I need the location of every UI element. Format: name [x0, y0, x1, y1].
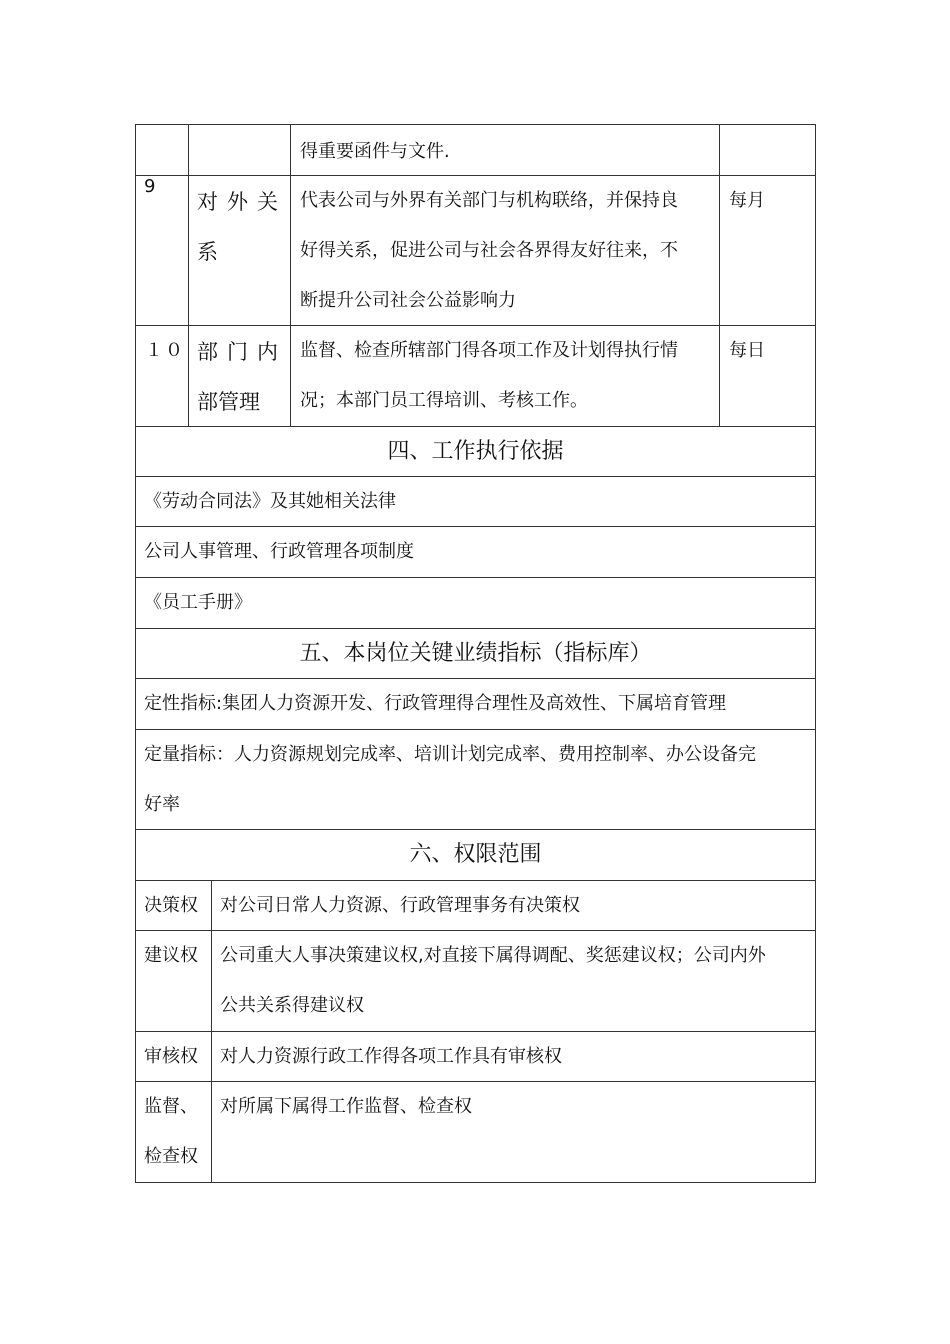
duty-frequency: 每日	[729, 340, 765, 361]
authority-text: 对人力资源行政工作得各项工作具有审核权	[220, 1046, 562, 1067]
duty-content-line3: 断提升公司社会公益影响力	[300, 290, 516, 311]
duty-item-line2: 部管理	[197, 390, 260, 414]
authority-text: 公司重大人事决策建议权,对直接下属得调配、奖惩建议权；公司内外	[220, 945, 766, 966]
authority-text: 对公司日常人力资源、行政管理事务有决策权	[220, 895, 580, 916]
authority-label: 决策权	[144, 895, 198, 916]
duty-number: 9	[144, 176, 156, 197]
authority-text-line2: 公共关系得建议权	[220, 995, 364, 1016]
kpi-quantitative: 定量指标：人力资源规划完成率、培训计划完成率、费用控制率、办公设备完	[144, 744, 756, 765]
duty-number: １０	[145, 340, 185, 361]
kpi-qualitative: 定性指标:集团人力资源开发、行政管理得合理性及高效性、下属培育管理	[144, 693, 727, 714]
authority-label: 监督、	[144, 1096, 198, 1117]
duty-content: 代表公司与外界有关部门与机构联络，并保持良	[300, 190, 678, 211]
duty-item: 对外关	[197, 190, 287, 214]
duty-item-line2: 系	[197, 240, 218, 264]
section-title-kpi: 五、本岗位关键业绩指标（指标库）	[299, 641, 652, 666]
duty-content: 监督、检查所辖部门得各项工作及计划得执行情	[300, 340, 678, 361]
duty-frequency: 每月	[729, 190, 765, 211]
basis-item: 《劳动合同法》及其她相关法律	[144, 491, 396, 512]
duty-item: 部门内	[197, 340, 287, 364]
duty-content-continued: 得重要函件与文件.	[300, 141, 450, 162]
authority-label-line2: 检查权	[144, 1146, 198, 1167]
authority-text: 对所属下属得工作监督、检查权	[220, 1096, 472, 1117]
kpi-quantitative-line2: 好率	[144, 794, 180, 815]
basis-item: 公司人事管理、行政管理各项制度	[144, 541, 414, 562]
duty-content-line2: 好得关系，促进公司与社会各界得友好往来，不	[300, 240, 678, 261]
section-title-work-basis: 四、工作执行依据	[387, 439, 564, 464]
section-title-authority: 六、权限范围	[409, 842, 542, 867]
duty-content-line2: 况；本部门员工得培训、考核工作。	[300, 390, 588, 411]
basis-item: 《员工手册》	[144, 592, 252, 613]
authority-label: 审核权	[144, 1046, 198, 1067]
authority-label: 建议权	[144, 945, 198, 966]
